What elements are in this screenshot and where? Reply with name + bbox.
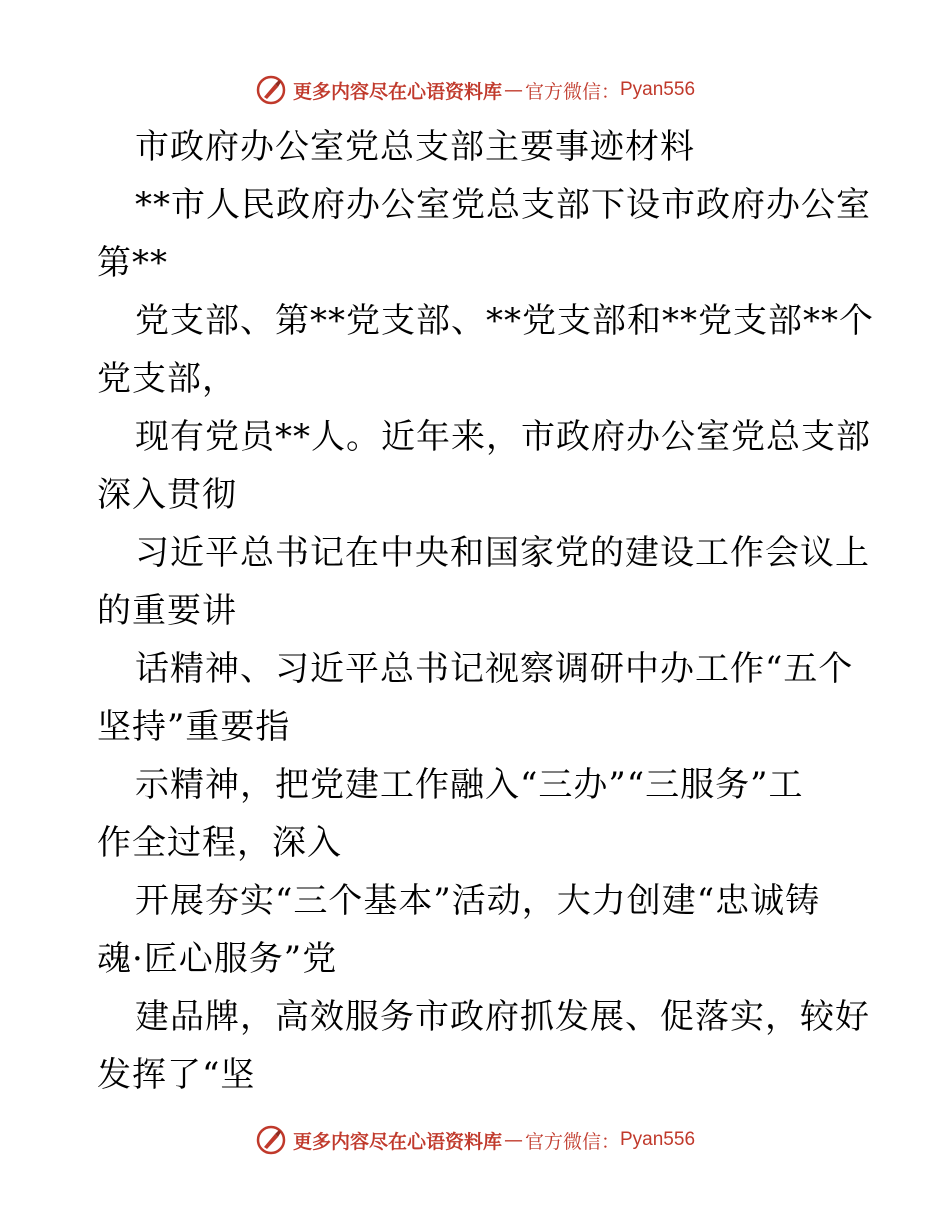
text-line: 第** [97, 243, 168, 283]
text-line: 现有党员**人。近年来，市政府办公室党总支部 [135, 417, 871, 457]
text-line: 示精神，把党建工作融入“三办”“三服务”工 [135, 765, 804, 805]
text-line: 发挥了“坚 [97, 1055, 256, 1095]
banner-official-label: 官方微信： [524, 80, 620, 103]
text-line: 深入贯彻 [97, 475, 237, 515]
text-line: 坚持”重要指 [97, 707, 291, 747]
header-banner [0, 70, 950, 110]
text-line: **市人民政府办公室党总支部下设市政府办公室 [135, 185, 871, 225]
text-line: 作全过程，深入 [97, 823, 342, 863]
footer-banner [0, 1120, 950, 1160]
banner-brand-text: 更多内容尽在心语资料库 [292, 1130, 502, 1153]
banner-separator: — [503, 79, 523, 101]
text-line: 开展夯实“三个基本”活动，大力创建“忠诚铸 [135, 881, 821, 921]
pen-nib-logo-icon [255, 1124, 287, 1156]
document-body [97, 118, 874, 1104]
text-line: 建品牌，高效服务市政府抓发展、促落实，较好 [135, 997, 870, 1037]
document-title: 市政府办公室党总支部主要事迹材料 [135, 127, 695, 167]
banner-brand-text: 更多内容尽在心语资料库 [292, 80, 502, 103]
banner-official-label: 官方微信： [524, 1130, 620, 1153]
text-line: 的重要讲 [97, 591, 237, 631]
banner-wechat-id: Pyan556 [620, 79, 696, 100]
banner-wechat-id: Pyan556 [620, 1129, 696, 1150]
banner-separator: — [503, 1129, 523, 1151]
text-line: 魂·匠心服务”党 [97, 939, 338, 979]
pen-nib-logo-icon [255, 74, 287, 106]
text-line: 党支部， [97, 359, 237, 399]
text-line: 话精神、习近平总书记视察调研中办工作“五个 [135, 649, 854, 689]
text-line: 习近平总书记在中央和国家党的建设工作会议上 [135, 533, 870, 573]
text-line: 党支部、第**党支部、**党支部和**党支部**个 [135, 301, 874, 341]
